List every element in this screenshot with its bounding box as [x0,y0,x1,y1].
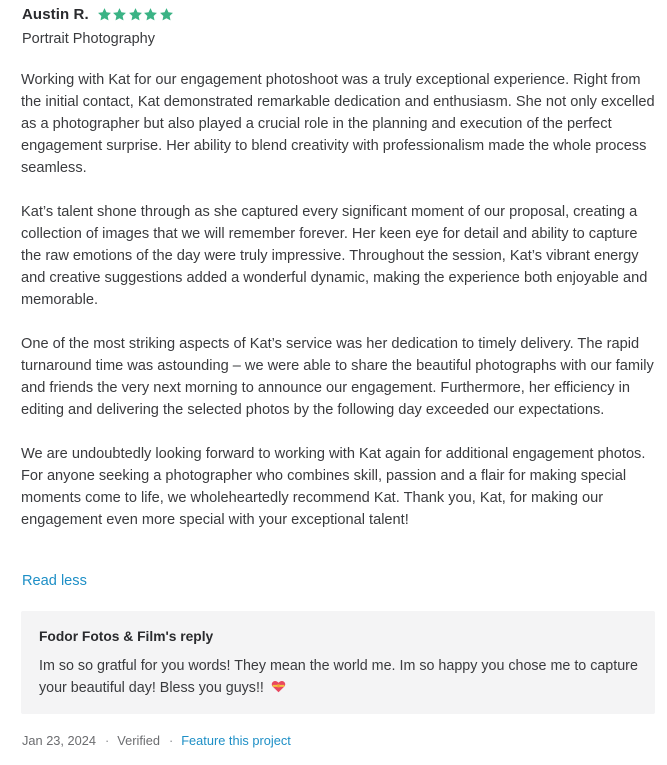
review-paragraph: We are undoubtedly looking forward to working with Kat again for additional engagement photos. For anyone seeking a photographer who combines skill, passion and a flair for making special moments come to life, we wholeheartedly recommend Kat. Thank you, Kat, for making our engagement even more special with your exceptional talent! [21,446,646,528]
star-rating [97,7,175,22]
review-paragraph: Kat’s talent shone through as she captured every significant moment of our proposal, creating a collection of images that we will remember forever. Her keen eye for detail and ability to capture the raw emotions of the day were truly impressive. Throughout the session, Kat’s vibrant energy and creative suggestions added a wonderful dynamic, making the experience both enjoyable and memorable. [21,204,648,308]
read-less-link[interactable]: Read less [22,573,87,589]
review-paragraph: One of the most striking aspects of Kat’s service was her dedication to timely delivery. The rapid turnaround time was astounding – we were able to share the beautiful photographs with our family and friends the very next morning to announce our engagement. Furthermore, her efficiency in editing and delivering the selected photos by the following day exceeded our expectations. [21,336,654,418]
review-meta [22,733,291,748]
separator-dot: · [168,733,174,748]
reply-text: Im so so gratful for you words! They mean the world me. Im so happy you chose me to capture your beautiful day! Bless you guys!! [39,658,638,696]
review-paragraph: Working with Kat for our engagement photoshoot was a truly exceptional experience. Right from the initial contact, Kat demonstrated remarkable dedication and enthusiasm. She not only excelled as a photographer but also played a crucial role in the planning and execution of the perfect engagement surprise. Her ability to blend creativity with professionalism made the whole process seamless. [21,72,655,176]
reviewer-name: Austin R. [22,6,89,23]
review-date: Jan 23, 2024 [22,733,97,748]
star-icon [159,7,174,22]
business-reply [21,611,655,714]
star-icon [128,7,143,22]
heart-ribbon-icon [271,678,286,691]
project-category: Portrait Photography [22,31,155,47]
separator-dot: · [105,733,110,748]
star-icon [112,7,127,22]
reply-text-block [39,655,639,699]
feature-project-link[interactable]: Feature this project [181,733,291,748]
reply-title: Fodor Fotos & Film's reply [39,629,214,644]
verified-label: Verified [117,733,160,748]
review-body [21,69,661,531]
review-header [22,6,174,23]
star-icon [143,7,158,22]
star-icon [97,7,112,22]
